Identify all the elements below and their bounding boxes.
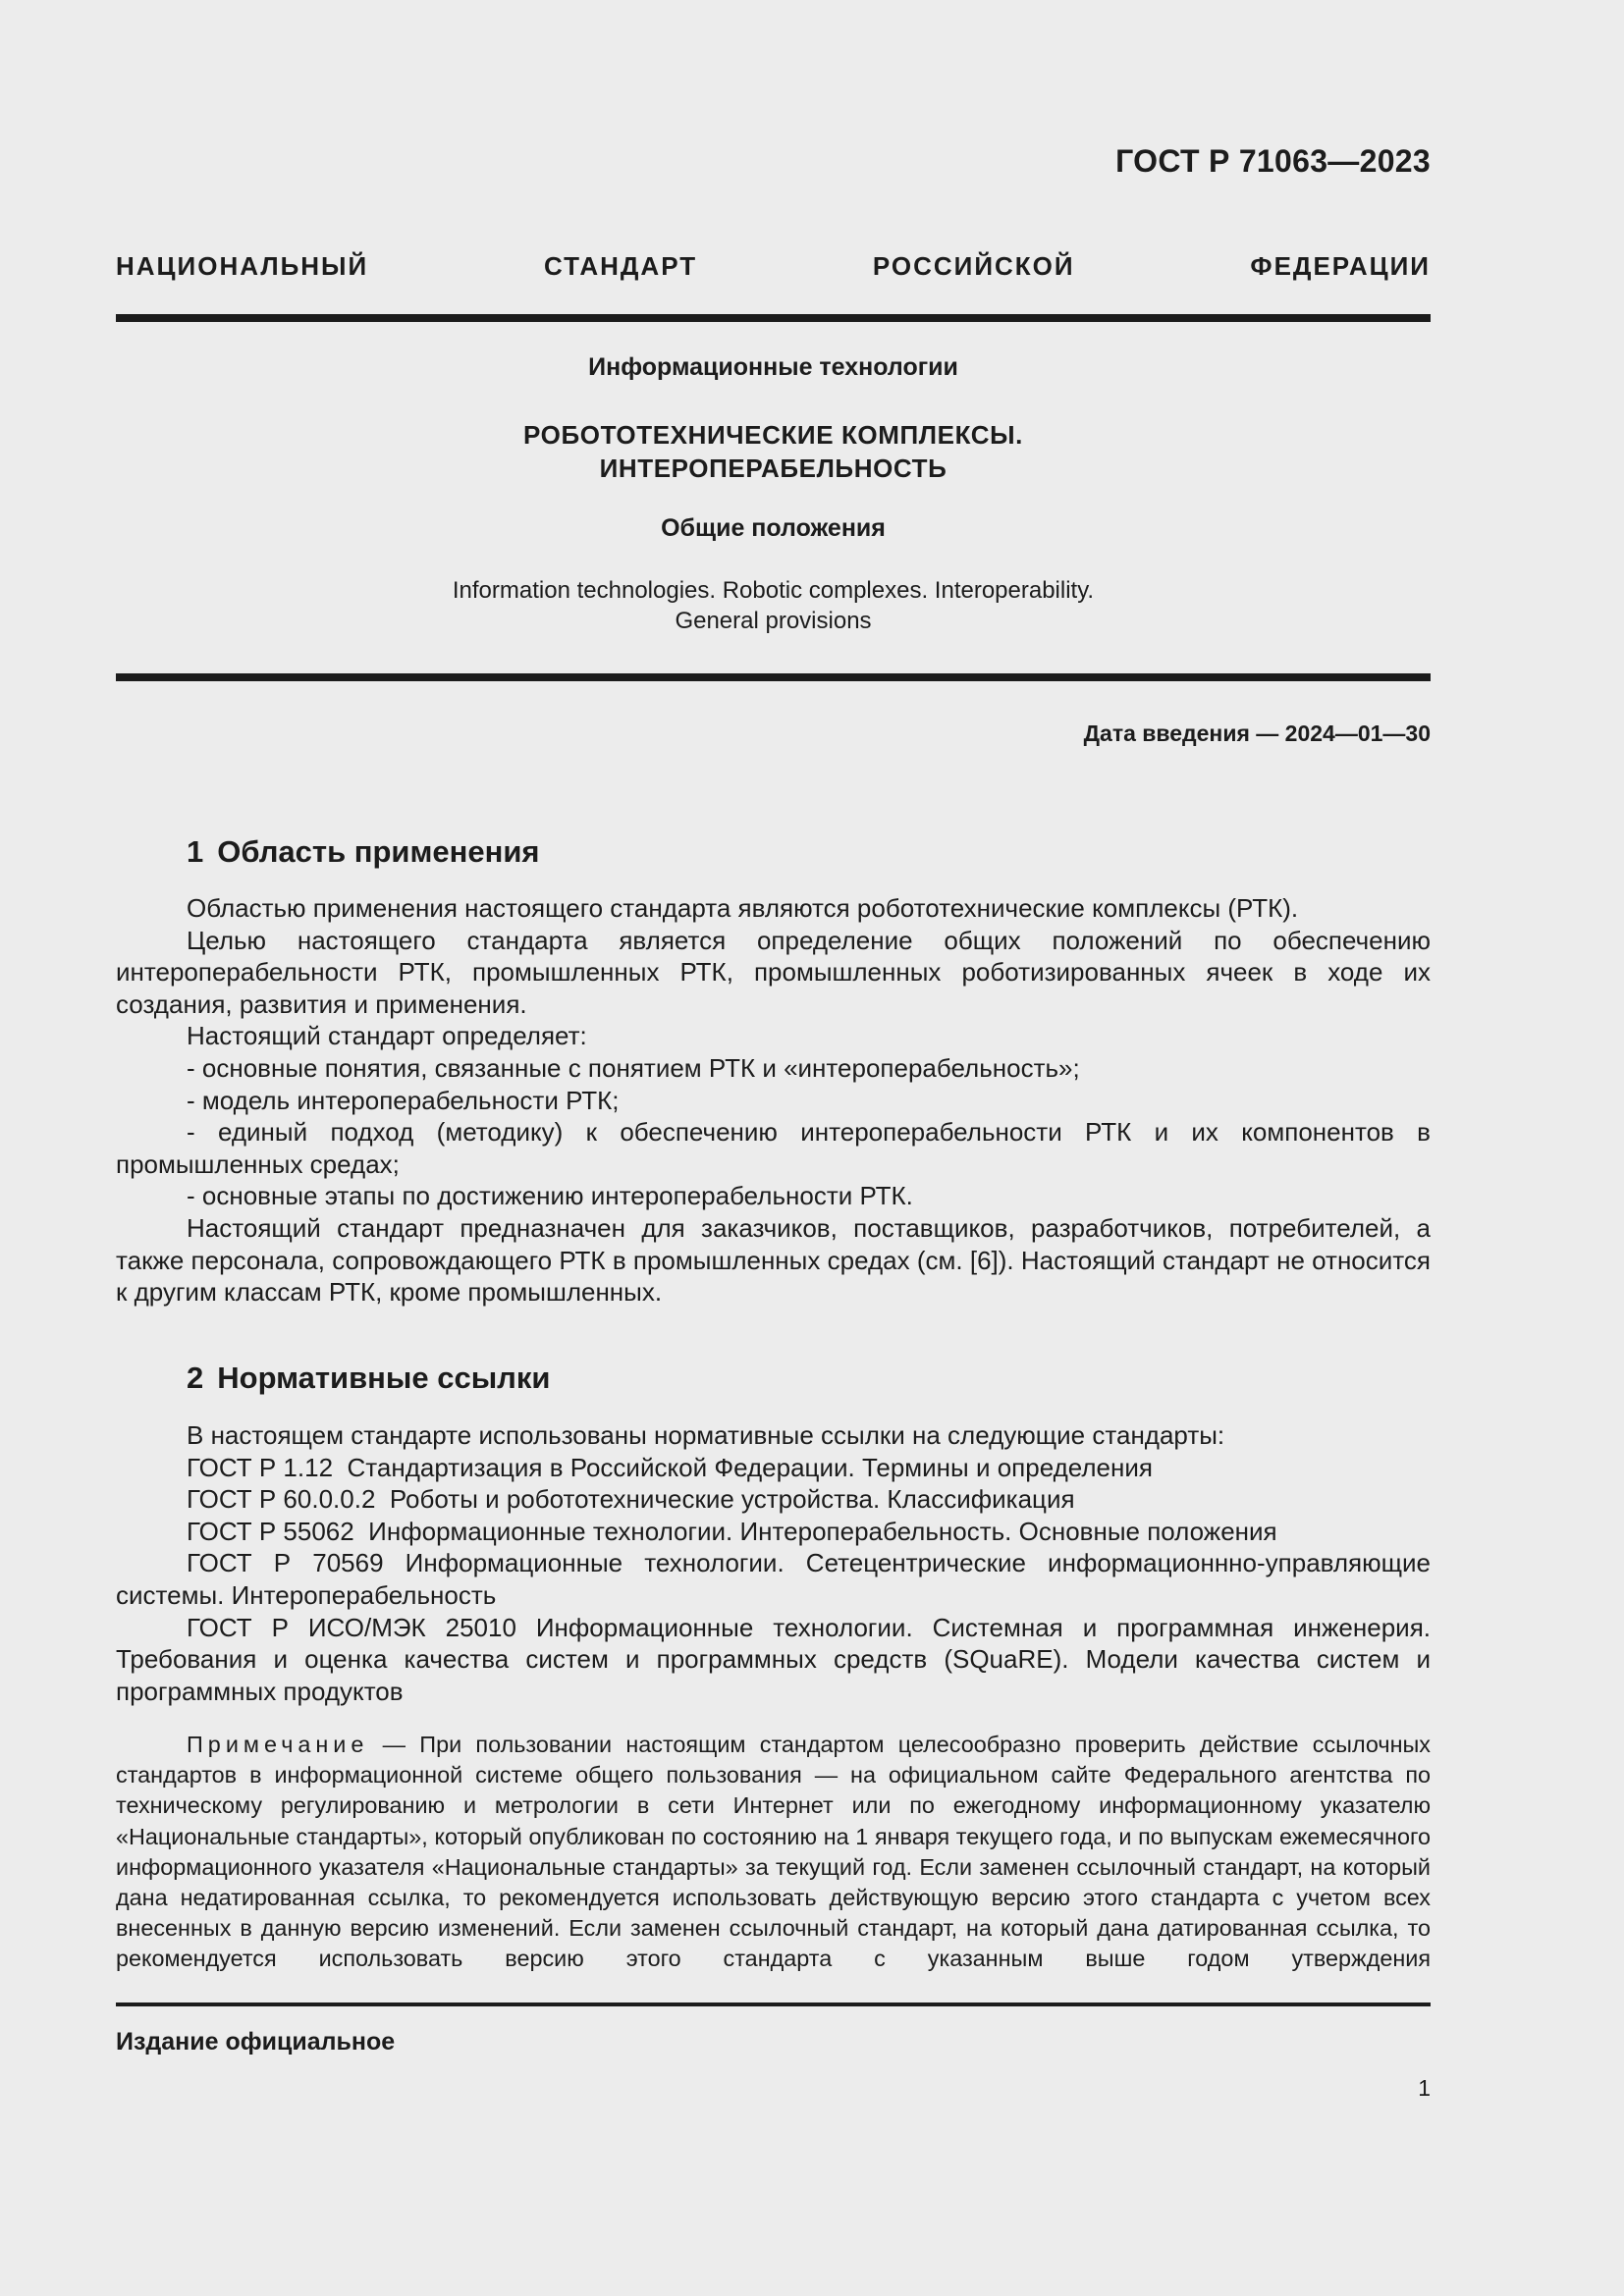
section-2-title: Нормативные ссылки (217, 1361, 551, 1395)
title-english-line-2: General provisions (675, 608, 872, 634)
reference-item: ГОСТ Р ИСО/МЭК 25010 Информационные технологии. Системная и программная инженерия. Требования и оценка качества систем и программных средств (SQuaRE). Модели качества систем и программных продуктов (116, 1612, 1431, 1706)
introduction-date: Дата введения — 2024—01—30 (1083, 721, 1431, 746)
paragraph: В настоящем стандарте использованы нормативные ссылки на следующие стандарты: (187, 1420, 1225, 1450)
top-divider (116, 314, 1431, 322)
paragraph: Настоящий стандарт определяет: (187, 1021, 587, 1051)
title-divider (116, 673, 1431, 681)
section-1-heading (187, 834, 540, 870)
list-item: - единый подход (методику) к обеспечению интероперабельности РТК и их компонентов в промышленных средах; (116, 1117, 1431, 1179)
section-1-number: 1 (187, 834, 204, 869)
list-item: - модель интероперабельности РТК; (187, 1085, 620, 1115)
title-main-line-1: РОБОТОТЕХНИЧЕСКИЕ КОМПЛЕКСЫ. (523, 420, 1023, 450)
official-edition: Издание официальное (116, 2028, 396, 2056)
list-item: - основные этапы по достижению интероперабельности РТК. (187, 1181, 913, 1211)
note-text: — При пользовании настоящим стандартом целесообразно проверить действие ссылочных стандартов в информационной системе общего пользования — на официальном сайте Федерального агентства по техническому регулированию и метрологии в сети Интернет или по ежегодному информационному указателю «Национальные стандарты», который опубликован по состоянию на 1 января текущего года, и по выпускам ежемесячного информационного указателя «Национальные стандарты» за текущий год. Если заменен ссылочный стандарт, на который дана недатированная ссылка, то рекомендуется использовать действующую версию этого стандарта с учетом всех внесенных в данную версию изменений. Если заменен ссылочный стандарт, на который дана датированная ссылка, то рекомендуется использовать версию этого стандарта с указанным выше годом утверждения (116, 1732, 1431, 1972)
footer-divider (116, 2002, 1431, 2006)
reference-item: ГОСТ Р 55062 Информационные технологии. Интероперабельность. Основные положения (187, 1516, 1277, 1546)
note-label: Примечание (187, 1732, 369, 1757)
title-main-line-2: ИНТЕРОПЕРАБЕЛЬНОСТЬ (599, 454, 947, 483)
section-2-number: 2 (187, 1361, 204, 1395)
national-standard-heading: НАЦИОНАЛЬНЫЙ СТАНДАРТ РОССИЙСКОЙ ФЕДЕРАЦИИ (116, 251, 1431, 281)
title-topic: Информационные технологии (588, 353, 958, 381)
note (116, 1730, 1431, 1975)
section-2-heading (187, 1361, 550, 1396)
title-subtitle: Общие положения (661, 514, 886, 542)
section-1-title: Область применения (217, 834, 540, 869)
reference-item: ГОСТ Р 70569 Информационные технологии. Сетецентрические информационнно-управляющие системы. Интероперабельность (116, 1548, 1431, 1610)
section-2-body (116, 1419, 1431, 1707)
title-english (116, 575, 1431, 636)
reference-item: ГОСТ Р 1.12 Стандартизация в Российской Федерации. Термины и определения (187, 1452, 1153, 1482)
paragraph: Целью настоящего стандарта является определение общих положений по обеспечению интероперабельности РТК, промышленных РТК, промышленных роботизированных ячеек в ходе их создания, развития и применения. (116, 925, 1431, 1019)
list-item: - основные понятия, связанные с понятием РТК и «интероперабельность»; (187, 1052, 1080, 1083)
paragraph: Настоящий стандарт предназначен для заказчиков, поставщиков, разработчиков, потребителей, а также персонала, сопровождающего РТК в промышленных средах (см. [6]). Настоящий стандарт не относится к другим классам РТК, кроме промышленных. (116, 1212, 1431, 1308)
reference-item: ГОСТ Р 60.0.0.2 Роботы и робототехнические устройства. Классификация (187, 1484, 1075, 1515)
page-number: 1 (1418, 2075, 1431, 2101)
paragraph: Областью применения настоящего стандарта являются робототехнические комплексы (РТК). (187, 893, 1299, 923)
standard-code: ГОСТ Р 71063—2023 (1115, 143, 1431, 179)
title-main (116, 418, 1431, 485)
title-english-line-1: Information technologies. Robotic complexes. Interoperability. (452, 577, 1095, 604)
section-1-body (116, 892, 1431, 1308)
